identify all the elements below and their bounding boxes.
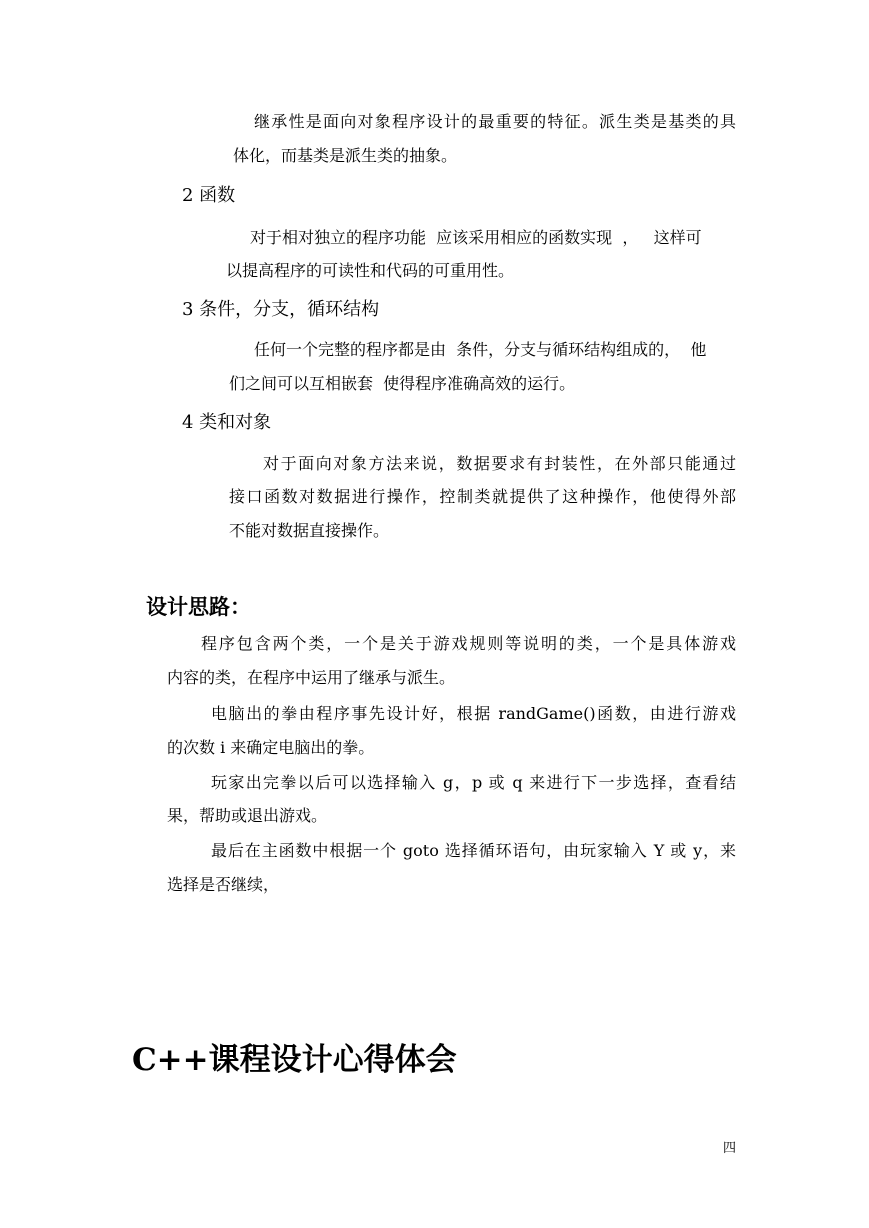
- design-p4-line-1: 最后在主函数中根据一个 goto 选择循环语句，由玩家输入 Y 或 y，来: [211, 841, 736, 860]
- design-p2-line-2: 的次数 i 来确定电脑出的拳。: [167, 738, 375, 757]
- design-p4-line-2: 选择是否继续，: [167, 875, 280, 894]
- design-section-title: 设计思路：: [146, 595, 251, 619]
- heading-functions: 2 函数: [182, 185, 236, 206]
- design-p1-line-2: 内容的类，在程序中运用了继承与派生。: [167, 668, 456, 687]
- inheritance-line-1: 继承性是面向对象程序设计的最重要的特征。派生类是基类的具: [254, 112, 736, 131]
- classes-line-2: 接口函数对数据进行操作，控制类就提供了这种操作，他使得外部: [229, 487, 736, 506]
- experience-title: C++课程设计心得体会: [132, 1042, 457, 1078]
- classes-line-3: 不能对数据直接操作。: [229, 521, 390, 540]
- design-p3-line-2: 果，帮助或退出游戏。: [167, 806, 328, 825]
- inheritance-line-2: 体化，而基类是派生类的抽象。: [233, 146, 458, 165]
- functions-line-1: 对于相对独立的程序功能 应该采用相应的函数实现 ， 这样可: [250, 228, 702, 247]
- design-p3-line-1: 玩家出完拳以后可以选择输入 g，p 或 q 来进行下一步选择，查看结: [211, 773, 736, 792]
- heading-control-structures: 3 条件，分支，循环结构: [182, 299, 380, 320]
- design-p2-line-1: 电脑出的拳由程序事先设计好，根据 randGame()函数，由进行游戏: [211, 704, 736, 723]
- classes-line-1: 对于面向对象方法来说，数据要求有封装性，在外部只能通过: [263, 454, 736, 473]
- heading-classes-objects: 4 类和对象: [182, 412, 272, 433]
- control-line-1: 任何一个完整的程序都是由 条件，分支与循环结构组成的， 他: [254, 340, 707, 359]
- control-line-2: 们之间可以互相嵌套 使得程序准确高效的运行。: [229, 374, 576, 393]
- page-number: 四: [723, 1141, 737, 1156]
- design-p1-line-1: 程序包含两个类，一个是关于游戏规则等说明的类，一个是具体游戏: [201, 634, 736, 653]
- functions-line-2: 以提高程序的可读性和代码的可重用性。: [226, 261, 515, 280]
